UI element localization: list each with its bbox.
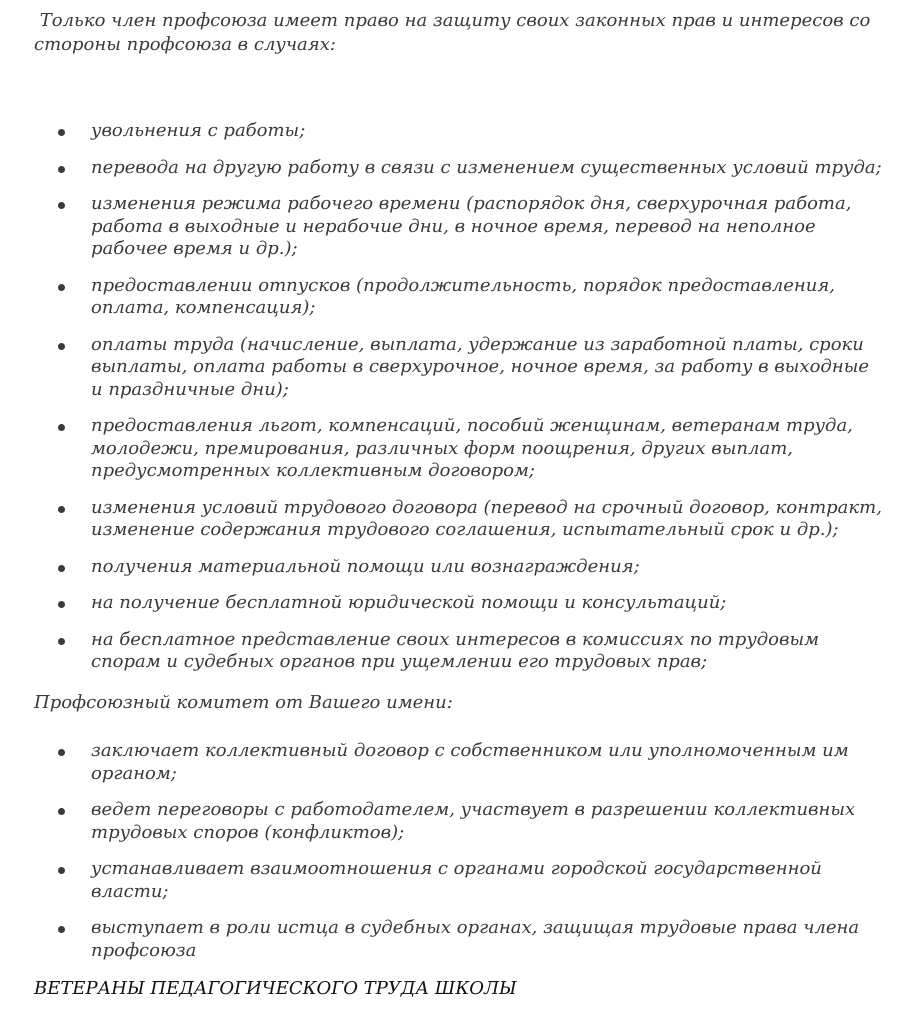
list-item-text: изменения условий трудового договора (перевод на срочный договор, контракт, изменение содержания трудового соглашения, испытательный срок и др.); xyxy=(91,496,882,540)
bullet-icon xyxy=(58,506,65,513)
list-item-text: предоставления льгот, компенсаций, пособий женщинам, ветеранам труда, молодежи, премирования, различных форм поощрения, других выплат, предусмотренных коллективным договором; xyxy=(91,415,853,481)
bullet-icon xyxy=(58,424,65,431)
list-item-text: изменения режима рабочего времени (распорядок дня, сверхурочная работа, работа в выходные и нерабочие дни, в ночное время, перевод на неполное рабочее время и др.); xyxy=(91,193,852,259)
intro-paragraph: Только член профсоюза имеет право на защиту своих законных прав и интересов со стороны профсоюза в случаях: xyxy=(34,10,877,55)
bullet-icon xyxy=(58,284,65,291)
veterans-heading: ВЕТЕРАНЫ ПЕДАГОГИЧЕСКОГО ТРУДА ШКОЛЫ xyxy=(34,978,517,999)
list-item-text: оплаты труда (начисление, выплата, удержание из заработной платы, сроки выплаты, оплата работы в сверхурочное, ночное время, за работу в выходные и праздничные дни); xyxy=(91,333,870,400)
committee-list xyxy=(0,740,918,976)
bullet-icon xyxy=(58,926,65,933)
list-item-text: предоставлении отпусков (продолжительность, порядок предоставления, оплата, компенсация); xyxy=(91,274,836,318)
list-item-text: выступает в роли истца в судебных органах, защищая трудовые права члена профсоюза xyxy=(91,917,860,961)
bullet-icon xyxy=(58,601,65,608)
list-item xyxy=(0,497,918,542)
bullet-icon xyxy=(58,638,65,645)
list-item-text: увольнения с работы; xyxy=(91,120,306,141)
list-item-text: на бесплатное представление своих интересов в комиссиях по трудовым спорам и судебных органов при ущемлении его трудовых прав; xyxy=(91,628,820,672)
list-item xyxy=(0,334,918,402)
committee-heading: Профсоюзный комитет от Вашего имени: xyxy=(34,692,453,713)
bullet-icon xyxy=(58,565,65,572)
list-item-text: ведет переговоры с работодателем, участвует в разрешении коллективных трудовых споров (конфликтов); xyxy=(91,799,856,843)
list-item-text: заключает коллективный договор с собственником или уполномоченным им органом; xyxy=(91,740,849,784)
list-item xyxy=(0,592,918,615)
list-item-text: на получение бесплатной юридической помощи и консультаций; xyxy=(91,592,727,613)
list-item xyxy=(0,858,918,903)
list-item xyxy=(0,917,918,962)
list-item xyxy=(0,157,918,180)
list-item-text: устанавливает взаимоотношения с органами городской государственной власти; xyxy=(91,858,822,902)
rights-list xyxy=(0,120,918,688)
list-item xyxy=(0,415,918,483)
bullet-icon xyxy=(58,867,65,874)
bullet-icon xyxy=(58,129,65,136)
list-item-text: перевода на другую работу в связи с изменением существенных условий труда; xyxy=(91,156,882,178)
bullet-icon xyxy=(58,166,65,173)
bullet-icon xyxy=(58,343,65,350)
list-item xyxy=(0,799,918,844)
list-item xyxy=(0,275,918,320)
bullet-icon xyxy=(58,202,65,209)
list-item-text: получения материальной помощи или вознаграждения; xyxy=(91,555,640,577)
bullet-icon xyxy=(58,749,65,756)
list-item xyxy=(0,556,918,579)
bullet-icon xyxy=(58,808,65,815)
list-item xyxy=(0,740,918,785)
list-item xyxy=(0,120,918,143)
list-item xyxy=(0,629,918,674)
list-item xyxy=(0,193,918,261)
